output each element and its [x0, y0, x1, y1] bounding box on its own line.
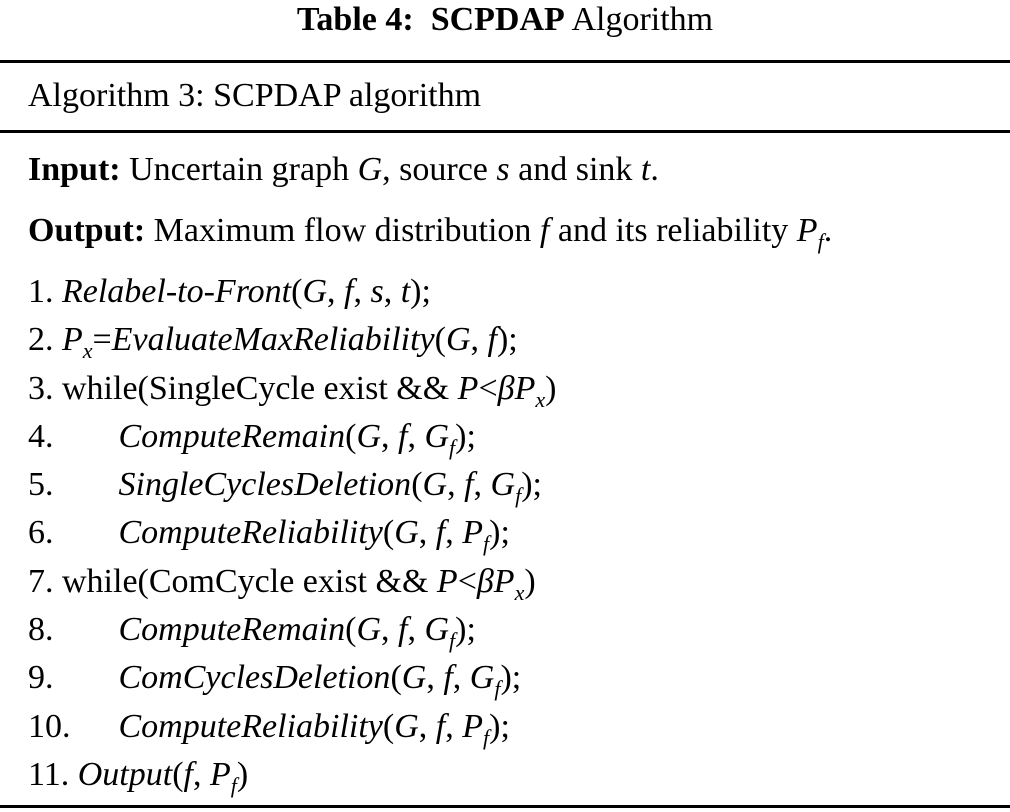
- step-number: 3.: [28, 369, 54, 407]
- output-label: Output:: [28, 212, 146, 249]
- output-line: [28, 209, 832, 253]
- input-line: [28, 148, 659, 192]
- step-11: [28, 751, 556, 799]
- bottom-rule: [0, 805, 1010, 808]
- step-text: SingleCyclesDeletion(G, f, $G_f$);: [118, 466, 542, 509]
- step-9: [28, 654, 556, 702]
- top-rule: [0, 60, 1010, 63]
- step-8: [28, 606, 556, 654]
- output-text: Maximum flow distribution f and its reliability $P_f$.: [153, 212, 833, 254]
- step-number: 10.: [28, 707, 71, 745]
- caption-algorithm-name: SCPDAP: [430, 1, 565, 38]
- step-number: 8.: [28, 611, 54, 649]
- caption-rest: Algorithm: [571, 1, 714, 38]
- step-text: ComCyclesDeletion(G, f, $G_f$);: [118, 659, 522, 702]
- step-number: 1.: [28, 273, 54, 310]
- step-2: [28, 316, 556, 364]
- step-5: [28, 461, 556, 509]
- step-number: 11.: [28, 755, 70, 793]
- step-text: ComputeRemain(G, f, $G_f$);: [118, 417, 476, 460]
- step-text: ComputeRemain(G, f, $G_f$);: [118, 611, 476, 654]
- step-text: while(SingleCycle exist && $P<\beta P_x$): [62, 369, 557, 412]
- step-text: ComputeReliability(G, f, $P_f$);: [118, 514, 510, 557]
- input-label: Input:: [28, 151, 121, 188]
- step-text: $P_x=EvaluateMaxReliability(G$, f);: [62, 321, 518, 364]
- caption-label: Table 4:: [296, 1, 414, 38]
- step-number: 6.: [28, 514, 54, 552]
- step-number: 4.: [28, 417, 54, 455]
- step-number: 7.: [28, 562, 54, 600]
- step-4: [28, 413, 556, 461]
- step-text: Output(f, $P_f$): [77, 755, 249, 798]
- step-number: 5.: [28, 466, 54, 504]
- step-1: [28, 268, 556, 316]
- step-text: Relabel-to-Front(G, f, s, t);: [62, 273, 431, 310]
- middle-rule: [0, 130, 1010, 133]
- step-7: [28, 558, 556, 606]
- table-caption: [0, 0, 1010, 40]
- step-text: while(ComCycle exist && $P<\beta P_x$): [62, 562, 536, 605]
- step-10: [28, 703, 556, 751]
- input-text: Uncertain graph G, source s and sink t.: [129, 151, 659, 188]
- step-number: 2.: [28, 321, 54, 359]
- step-number: 9.: [28, 659, 54, 697]
- step-6: [28, 509, 556, 557]
- step-text: ComputeReliability(G, f, $P_f$);: [118, 707, 510, 750]
- step-3: [28, 365, 556, 413]
- algorithm-title: Algorithm 3: SCPDAP algorithm: [28, 77, 482, 114]
- algorithm-steps: [28, 268, 556, 799]
